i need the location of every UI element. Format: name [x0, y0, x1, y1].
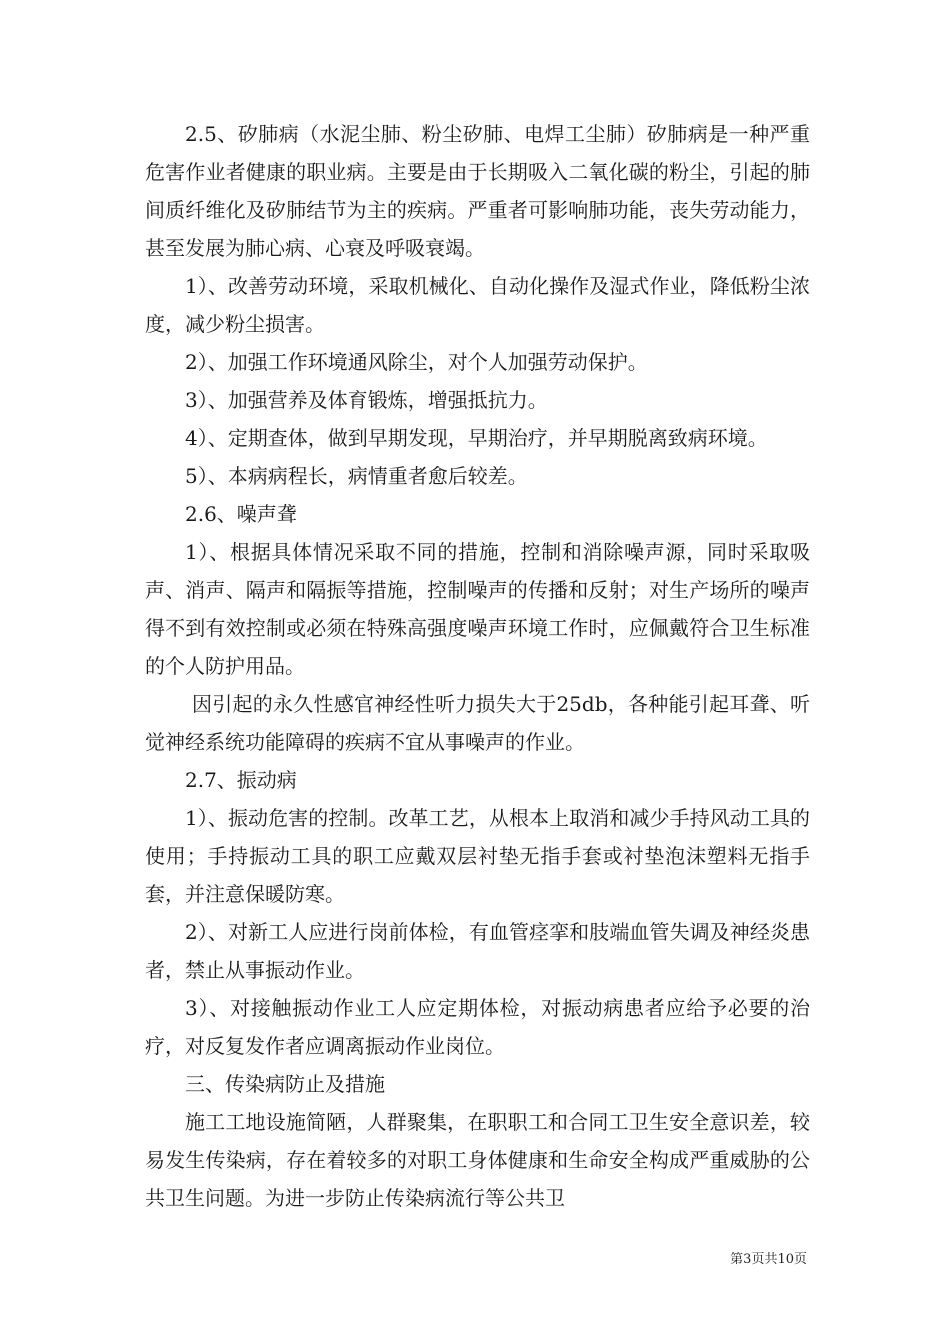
paragraph-silicosis-measure-4: 4）、定期查体，做到早期发现，早期治疗，并早期脱离致病环境。 — [185, 426, 768, 450]
paragraph-infectious-disease-intro: 施工工地设施简陋，人群聚集，在职职工和合同工卫生安全意识差，较易发生传染病，存在着较多的对职工身体健康和生命安全构成严重威胁的公共卫生问题。为进一步防止传染病流行等公共卫 — [145, 1110, 810, 1210]
paragraph-silicosis-measure-2: 2）、加强工作环境通风除尘，对个人加强劳动保护。 — [185, 350, 648, 374]
paragraph-silicosis-measure-1: 1）、改善劳动环境，采取机械化、自动化操作及湿式作业，降低粉尘浓度，减少粉尘损害。 — [145, 274, 810, 336]
section-heading-vibration-disease: 2.7、振动病 — [185, 768, 297, 792]
paragraph-vibration-measure-2: 2）、对新工人应进行岗前体检，有血管痉挛和肢端血管失调及神经炎患者，禁止从事振动作业。 — [145, 920, 810, 982]
section-heading-noise-deafness: 2.6、噪声聋 — [185, 502, 297, 526]
paragraph-noise-note: 因引起的永久性感官神经性听力损失大于25db，各种能引起耳聋、听觉神经系统功能障碍的疾病不宜从事噪声的作业。 — [145, 692, 810, 754]
paragraph-silicosis-measure-3: 3）、加强营养及体育锻炼，增强抵抗力。 — [185, 388, 548, 412]
paragraph-vibration-measure-3: 3）、对接触振动作业工人应定期体检，对振动病患者应给予必要的治疗，对反复发作者应调离振动作业岗位。 — [145, 996, 810, 1058]
paragraph-vibration-measure-1: 1）、振动危害的控制。改革工艺，从根本上取消和减少手持风动工具的使用；手持振动工具的职工应戴双层衬垫无指手套或衬垫泡沫塑料无指手套，并注意保暖防寒。 — [145, 806, 810, 906]
paragraph-noise-measure-1: 1）、根据具体情况采取不同的措施，控制和消除噪声源，同时采取吸声、消声、隔声和隔振等措施，控制噪声的传播和反射；对生产场所的噪声得不到有效控制或必须在特殊高强度噪声环境工作时，应佩戴符合卫生标准的个人防护用品。 — [145, 540, 810, 678]
document-body — [145, 115, 810, 1217]
page-number-footer: 第3页共10页 — [730, 1252, 807, 1267]
section-heading-infectious-disease: 三、传染病防止及措施 — [185, 1072, 385, 1096]
paragraph-silicosis-intro: 2.5、矽肺病（水泥尘肺、粉尘矽肺、电焊工尘肺）矽肺病是一种严重危害作业者健康的职业病。主要是由于长期吸入二氧化碳的粉尘，引起的肺间质纤维化及矽肺结节为主的疾病。严重者可影响肺功能，丧失劳动能力，甚至发展为肺心病、心衰及呼吸衰竭。 — [145, 122, 810, 260]
paragraph-silicosis-measure-5: 5）、本病病程长，病情重者愈后较差。 — [185, 464, 528, 488]
